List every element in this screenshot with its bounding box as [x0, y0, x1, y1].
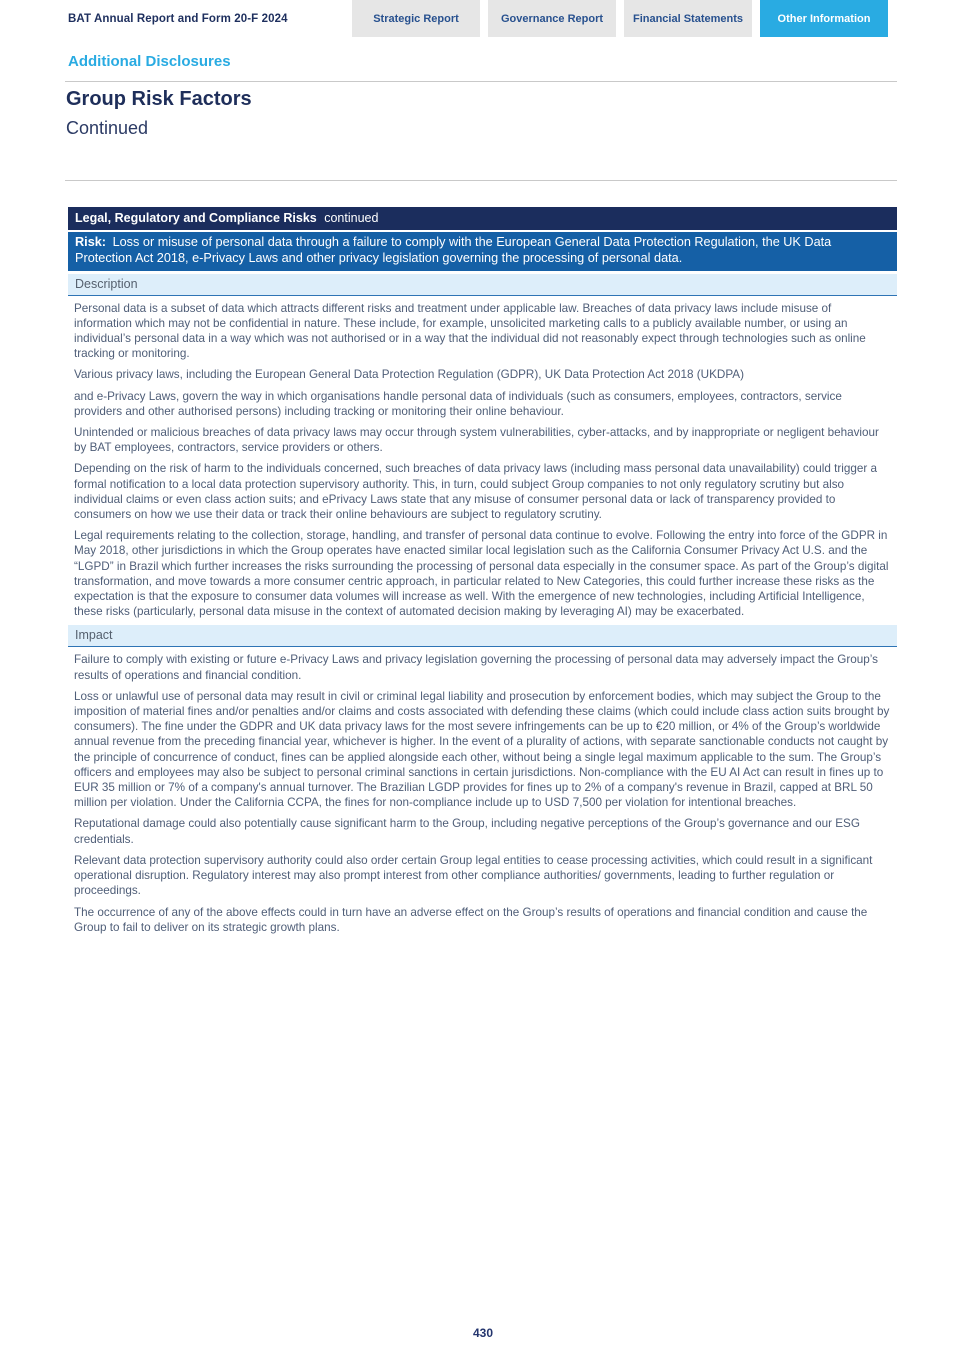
tab-strategic-report[interactable]: Strategic Report [352, 0, 480, 37]
risk-factor-table [68, 207, 897, 941]
description-paragraph: Various privacy laws, including the European General Data Protection Regulation (GDPR), UK Data Protection Act 2018 (UKDPA) [74, 368, 744, 382]
risk-category-title: Legal, Regulatory and Compliance Risks [75, 211, 317, 225]
description-paragraph: Legal requirements relating to the collection, storage, handling, and transfer of personal data continue to evolve. Following the entry into force of the GDPR in May 2018, other jurisdictions in which the Group operates have enacted similar local legislation such as the California Consumer Privacy Act U.S. and the “LGPD” in Brazil which further increases the risks surrounding the processing of personal data especially in the consumer space. As part of the Group’s digital transformation, and move towards a more consumer centric approach, in particular related to New Categories, this could further increase these risks as the expectation is that the exposure to consumer data volumes will increase as well. With the emergence of new technologies, including Artificial Intelligence, these risks (particularly, personal data misuse in the context of automated decision making by leveraging AI) may be exacerbated. [74, 529, 889, 619]
tab-governance-report[interactable]: Governance Report [488, 0, 616, 37]
risk-category-header [68, 207, 897, 230]
impact-paragraph: Loss or unlawful use of personal data may result in civil or criminal legal liability and prosecution by enforcement bodies, which may subject the Group to the imposition of material fines and/or penalties and/or claims and costs associated with defending these claims (which could include class action suits brought by consumers). The fine under the GDPR and UK data privacy laws for the most severe infringements can be up to €20 million, or 4% of the Group’s worldwide annual revenue from the preceding financial year, whichever is higher. In the event of a plurality of actions, with separate sanctionable conducts not caught by the principle of concurrence of conduct, fines can be applied alongside each other, without being a single legal maximum applicable to the sum. The Group’s officers and employees may also be subject to personal criminal sanctions in certain jurisdictions. Non-compliance with the EU AI Act can result in fines up to EUR 35 million or 7% of a company's annual turnover. The Brazilian LGDP provides for fines up to 2% of a company's revenue in Brazil, capped at BRL 50 million per violation. Under the California CCPA, the fines for non-compliance include up to USD 7,500 per violation for intentional breaches. [74, 689, 890, 810]
section-label: Additional Disclosures [68, 53, 231, 70]
tab-financial-statements[interactable]: Financial Statements [624, 0, 752, 37]
impact-paragraph: Relevant data protection supervisory authority could also order certain Group legal entities to cease processing activities, which could result in a significant operational disruption. Regulatory interest may also prompt interest from other compliance authorities/ governments, leading to further regulation or proceedings. [74, 853, 873, 898]
tab-other-information[interactable]: Other Information [760, 0, 888, 37]
impact-header: Impact [68, 625, 897, 647]
document-title: BAT Annual Report and Form 20-F 2024 [68, 12, 288, 25]
impact-paragraph: Reputational damage could also potentially cause significant harm to the Group, including negative perceptions of the Group’s governance and our ESG credentials. [74, 817, 860, 846]
divider-top [65, 81, 897, 82]
page-number: 430 [472, 1326, 494, 1340]
risk-statement-bar [68, 232, 897, 271]
impact-paragraph: Failure to comply with existing or future e-Privacy Laws and privacy legislation governing the processing of personal data may adversely impact the Group’s results of operations and financial condition. [74, 653, 879, 682]
description-header: Description [68, 274, 897, 296]
impact-body [68, 647, 897, 934]
description-paragraph: Unintended or malicious breaches of data privacy laws may occur through system vulnerabilities, cyber-attacks, and by inappropriate or negligent behaviour by BAT employees, contractors, service providers or others. [74, 426, 879, 455]
description-paragraph: Depending on the risk of harm to the individuals concerned, such breaches of data privacy laws (including mass personal data unavailability) could trigger a formal notification to a local data protection supervisory authority. This, in turn, could subject Group companies to not only regulatory scrutiny but also individual claims or even class action suits; and ePrivacy Laws state that any misuse of consumer personal data or lack of transparency provided to consumers on how we use their data or track their online behaviours are subject to regulatory scrutiny. [74, 462, 877, 522]
impact-paragraph: The occurrence of any of the above effects could in turn have an adverse effect on the Group’s results of operations and financial condition and cause the Group to fail to deliver on its strategic growth plans. [74, 905, 868, 934]
description-body [68, 296, 897, 620]
risk-label: Risk: [75, 235, 107, 249]
risk-category-continued: continued [324, 211, 379, 225]
divider-heading [65, 180, 897, 181]
page-title: Group Risk Factors [66, 88, 252, 110]
page-subtitle: Continued [66, 118, 149, 138]
description-paragraph: and e-Privacy Laws, govern the way in which organisations handle personal data of individuals (such as consumers, employees, contractors, service providers and other authorised persons) including tracking or monitoring their online behaviour. [74, 389, 842, 418]
description-paragraph: Personal data is a subset of data which attracts different risks and treatment under applicable law. Breaches of data privacy laws include misuse of information which may not be confidential in nature. These include, for example, unsolicited marketing calls to a publicly available number, or using an individual’s personal data in a way which was not authorised or in a way that the individual did not reasonably expect through technologies such as online tracking or monitoring. [74, 301, 866, 361]
risk-text: Loss or misuse of personal data through a failure to comply with the European General Data Protection Regulation, the UK Data Protection Act 2018, e-Privacy Laws and other privacy legislation governing the processing of personal data. [75, 235, 832, 265]
section-tabs [352, 0, 888, 37]
